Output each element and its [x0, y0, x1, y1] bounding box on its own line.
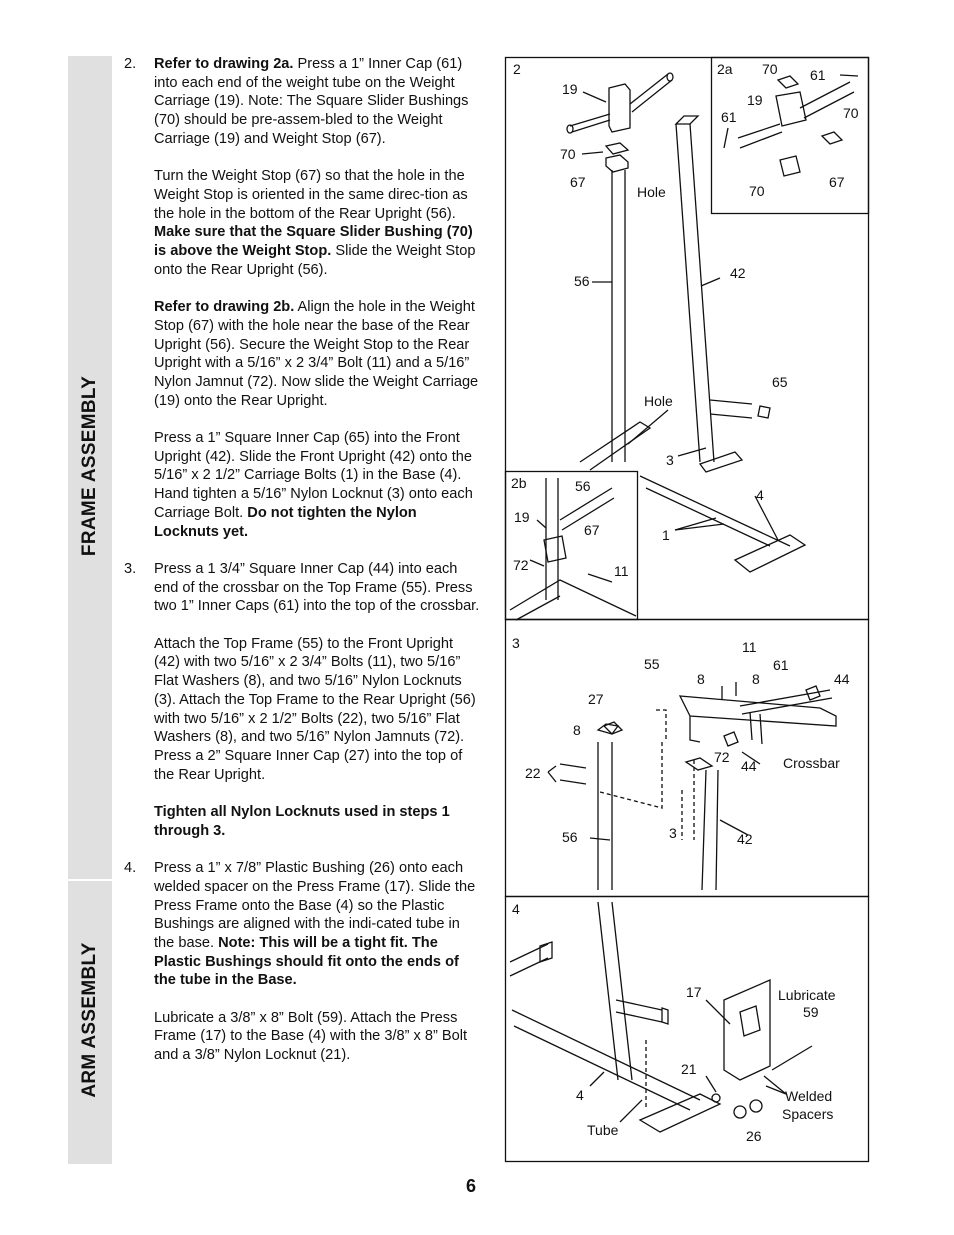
step-emphasis: Tighten all Nylon Locknuts used in steps 1 through 3.	[154, 804, 450, 839]
drawing-2-id: 2	[513, 61, 521, 77]
drawing-4-id: 4	[512, 901, 520, 917]
drawing-2b-id: 2b	[511, 475, 527, 491]
part-label-70b: 70	[843, 105, 859, 121]
part-label-67: 67	[584, 522, 600, 538]
tube-label: Tube	[587, 1122, 619, 1138]
step-paragraph-text: Turn the Weight Stop (67) so that the hole in the Weight Stop is oriented in the same direc-tion as the hole in the bottom of the Rear Upright (56).	[154, 168, 468, 222]
step-paragraph-text: Slide the Weight Stop onto the Rear Upright (56).	[154, 243, 476, 278]
part-label-70a: 70	[762, 61, 778, 77]
step-number: 2.	[124, 56, 137, 72]
drawing-3-id: 3	[512, 635, 520, 651]
step-paragraph-text: Align the hole in the Weight Stop (67) with the hole near the base of the Rear Upright (56). Secure the Weight Stop to the Rear Upright with a 5/16” x 2 3/4” Bolt (11) and a 5/16” Nylon Jamnut (72). Now slide the Weight Carriage (19) onto the Rear Upright.	[154, 299, 479, 409]
part-label-19: 19	[747, 92, 763, 108]
crossbar-label: Crossbar	[783, 755, 840, 771]
part-label-8b: 8	[752, 671, 760, 687]
part-label-72: 72	[513, 557, 529, 573]
part-label-26: 26	[746, 1128, 762, 1144]
part-label-3: 3	[669, 825, 677, 841]
part-label-11: 11	[614, 563, 629, 579]
part-label-72: 72	[714, 749, 730, 765]
part-label-8a: 8	[697, 671, 705, 687]
part-label-56: 56	[562, 829, 578, 845]
part-label-42: 42	[737, 831, 753, 847]
step-emphasis: Note: This will be a tight fit. The Plastic Bushings should fit onto the ends of the tube in the Base.	[154, 934, 459, 989]
step-paragraph-text: Press a 1” Square Inner Cap (65) into the Front Upright (42). Slide the Front Upright (42) onto the 5/16” x 2 1/2” Carriage Bolts (1) in the Base (4). Hand tighten a 5/16” Nylon Locknut (3) onto each Carriage Bolt.	[154, 430, 473, 521]
drawing-2b-artwork	[510, 478, 636, 620]
part-label-17: 17	[686, 984, 702, 1000]
part-label-56: 56	[574, 273, 590, 289]
spacers-label: Spacers	[782, 1106, 834, 1122]
part-label-27: 27	[588, 691, 604, 707]
part-label-56: 56	[575, 478, 591, 494]
drawing-2-artwork	[567, 73, 805, 572]
drawing-2b-inset-frame	[506, 472, 638, 620]
part-label-11: 11	[742, 639, 757, 655]
step-text: Press a 1 3/4” Square Inner Cap (44) into each end of the crossbar on the Top Frame (55). Press two 1” Inner Caps (61) into the top of the crossbar.	[154, 560, 480, 615]
figure-labels	[511, 61, 859, 1144]
part-label-61b: 61	[721, 109, 737, 125]
part-label-61a: 61	[810, 67, 826, 83]
part-label-44b: 44	[741, 758, 757, 774]
page-number: 6	[466, 1176, 477, 1196]
step-emphasis: Refer to drawing 2b.	[154, 299, 295, 316]
step-emphasis: Make sure that the Square Slider Bushing (70) is above the Weight Stop.	[154, 224, 473, 260]
frame-assembly-heading: FRAME ASSEMBLY	[79, 375, 100, 557]
drawing-4-artwork	[510, 902, 812, 1132]
part-label-3: 3	[666, 452, 674, 468]
part-label-55: 55	[644, 656, 660, 672]
part-label-4: 4	[756, 487, 764, 503]
part-label-44a: 44	[834, 671, 850, 687]
part-label-65: 65	[772, 374, 788, 390]
drawing-2a-artwork	[724, 75, 858, 176]
step-3-paragraph-2: Attach the Top Frame (55) to the Front Upright (42) with two 5/16” x 2 3/4” Bolts (11), two 5/16” Flat Washers (8), and two 5/16” Nylon Locknuts (3). Attach the Top Frame to the Rear Upright (56) with two 5/16” x 2 1/2” Bolts (22), two 5/16” Flat Washers (8), and two 5/16” Nylon Jamnuts (72). Press a 2” Square Inner Cap (27) into the top of the Rear Upright.	[154, 635, 476, 783]
step-number: 3.	[124, 560, 137, 577]
part-label-21: 21	[681, 1061, 697, 1077]
part-label-19: 19	[562, 81, 578, 97]
step-emphasis: Do not tighten the Nylon Locknuts yet.	[154, 504, 417, 540]
part-label-61: 61	[773, 657, 789, 673]
hole-label-low: Hole	[644, 393, 673, 409]
drawing-2a-inset-frame	[712, 58, 869, 214]
part-label-70c: 70	[749, 183, 765, 199]
welded-label: Welded	[785, 1088, 833, 1104]
part-label-1: 1	[662, 527, 670, 543]
part-label-67: 67	[829, 174, 845, 190]
hole-label-top: Hole	[637, 184, 666, 200]
step-paragraph-text: Press a 1” x 7/8” Plastic Bushing (26) onto each welded spacer on the Press Frame (17). Slide the Press Frame onto the Base (4) so the Plastic Bushings are aligned with the indi-cated tube in the base.	[154, 860, 476, 951]
step-paragraph-text: Press a 1” Inner Cap (61) into each end of the weight tube on the Weight Carriage (19). Note: The Square Slider Bushings (70) should be pre-assem-bled to the Weight Carriage (19) and Weight Stop (67).	[154, 56, 469, 147]
part-label-22: 22	[525, 765, 541, 781]
part-label-59: 59	[803, 1004, 819, 1020]
step-number: 4.	[124, 860, 137, 877]
part-label-19: 19	[514, 509, 530, 525]
arm-assembly-heading: ARM ASSEMBLY	[79, 942, 100, 1098]
drawing-3-artwork	[548, 682, 836, 890]
lubricate-label: Lubricate	[778, 987, 836, 1003]
drawing-2a-id: 2a	[717, 61, 733, 77]
part-label-70: 70	[560, 146, 576, 162]
step-emphasis: Refer to drawing 2a.	[154, 56, 294, 72]
part-label-42: 42	[730, 265, 746, 281]
drawing-2-frame	[506, 58, 869, 620]
part-label-4: 4	[576, 1087, 584, 1103]
step-4-paragraph-2: Lubricate a 3/8” x 8” Bolt (59). Attach the Press Frame (17) to the Base (4) with the 3/8” x 8” Bolt and a 3/8” Nylon Locknut (21).	[154, 1009, 468, 1064]
part-label-67: 67	[570, 174, 586, 190]
part-label-8c: 8	[573, 722, 581, 738]
